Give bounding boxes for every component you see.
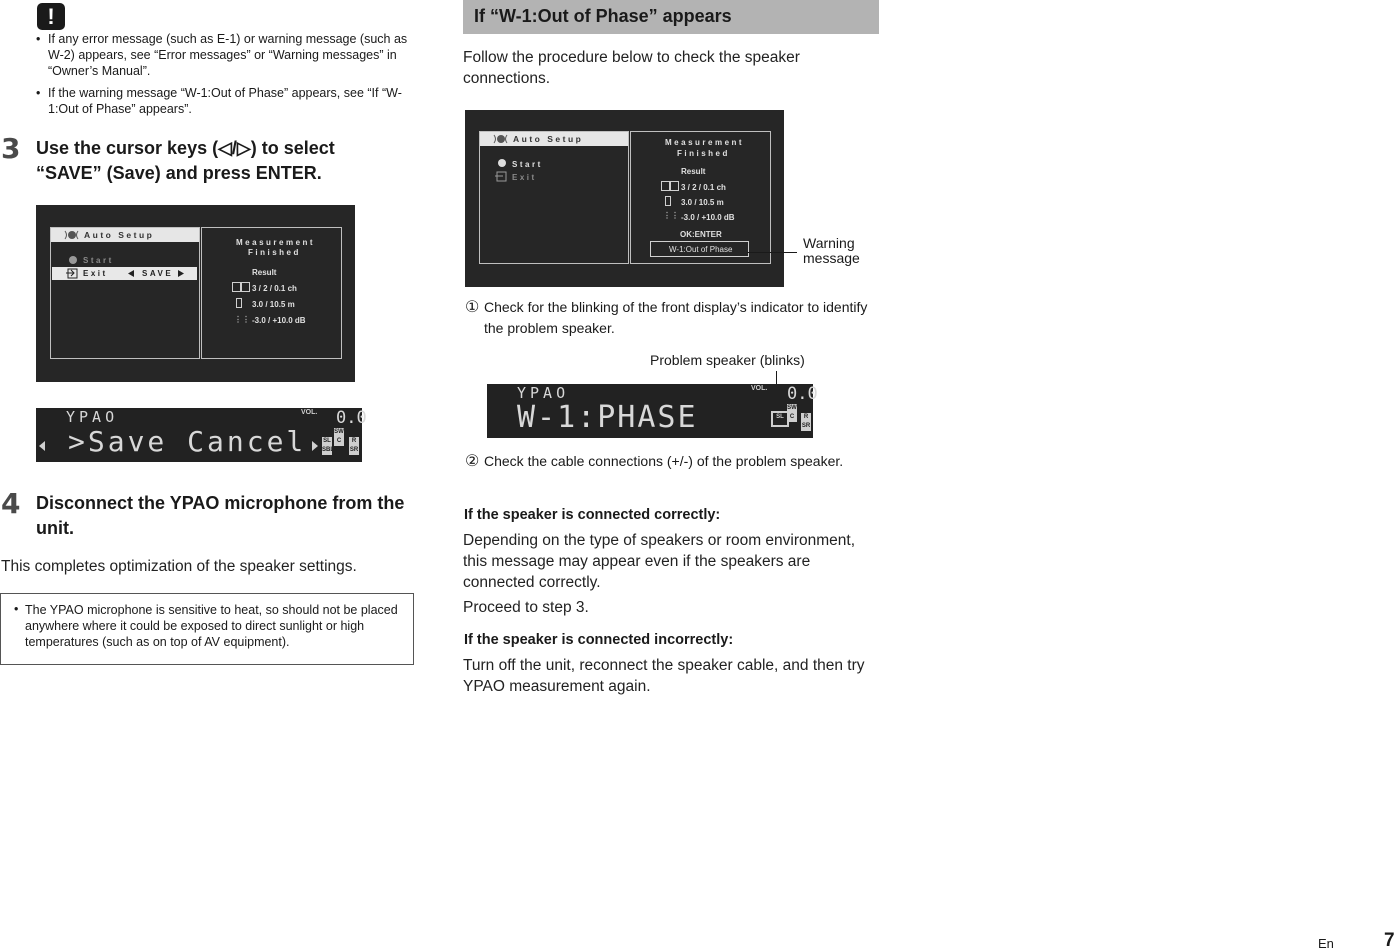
step-3-number: 3 — [1, 132, 21, 165]
speaker-indicator: C — [334, 437, 344, 446]
microphone-icon — [492, 133, 510, 145]
osd-menu-start: Start — [83, 256, 114, 265]
osd-measurement-line2: Finished — [248, 248, 301, 257]
front-display-save-cancel — [36, 408, 367, 462]
speaker-indicator: SW — [334, 429, 344, 435]
arrow-right-icon[interactable] — [178, 270, 184, 277]
warning-callout-line — [747, 252, 797, 253]
item-2-text: Check the cable connections (+/-) of the problem speaker. — [484, 453, 844, 469]
bullet-out-of-phase: • If the warning message “W-1:Out of Phase” appears, see “If “W-1:Out of Phase” appears”. — [36, 85, 416, 117]
osd-result-label: Result — [252, 268, 277, 277]
warning-icon: ! — [37, 3, 65, 30]
speaker-indicator: R — [801, 413, 811, 422]
osd-result-panel — [630, 131, 771, 264]
arrow-left-icon — [39, 441, 45, 451]
item-1-marker: ① — [465, 299, 480, 316]
osd-warning-box — [650, 241, 749, 257]
language-label: En — [1318, 936, 1334, 951]
distance-icon — [236, 298, 242, 308]
osd-measurement-line1: Measurement — [236, 238, 316, 247]
osd-menu-start[interactable]: Start — [512, 160, 543, 169]
step-4-text — [36, 491, 426, 541]
page-number: 7 — [1384, 930, 1395, 951]
speaker-indicator: SR — [801, 423, 811, 429]
speaker-indicator: C — [787, 413, 797, 422]
note-box — [0, 593, 414, 665]
item-2-marker: ② — [465, 453, 480, 470]
osd-level: -3.0 / +10.0 dB — [252, 316, 306, 325]
osd-level: -3.0 / +10.0 dB — [681, 213, 735, 222]
osd-ok-enter: OK:ENTER — [680, 230, 722, 239]
vfd-main-text: W-1:PHASE — [517, 400, 698, 435]
item-1-text: Check for the blinking of the front display’s indicator to identify the problem speaker. — [484, 299, 868, 336]
level-icon: ⋮⋮ — [663, 211, 679, 220]
problem-speaker-label: Problem speaker (blinks) — [650, 352, 805, 368]
exit-icon — [66, 268, 80, 279]
osd-menu-exit: Exit — [83, 269, 108, 278]
warning-bullets — [36, 31, 416, 123]
step-3-text — [36, 136, 335, 186]
osd-save-option[interactable]: SAVE — [142, 269, 174, 278]
microphone-icon — [63, 229, 81, 241]
speaker-icon — [661, 181, 670, 191]
correct-heading: If the speaker is connected correctly: — [464, 507, 721, 523]
osd-menu-exit-row[interactable] — [52, 267, 197, 280]
osd-menu-exit: Exit — [512, 173, 537, 182]
step-4-line2: unit. — [36, 518, 74, 538]
osd-distance: 3.0 / 10.5 m — [252, 300, 295, 309]
vfd-ypao-text: YPAO — [517, 384, 570, 402]
speaker-icon — [232, 282, 241, 292]
step-4-line1: Disconnect the YPAO microphone from the — [36, 493, 405, 513]
vfd-ypao-text: YPAO — [66, 408, 119, 426]
distance-icon — [665, 196, 671, 206]
vfd-vol-label: VOL. — [301, 409, 318, 416]
arrow-left-icon[interactable] — [128, 270, 134, 277]
section-header — [463, 0, 879, 34]
exit-icon — [495, 171, 509, 183]
warning-callout-label — [803, 236, 860, 266]
speaker-indicator: SR — [349, 447, 359, 453]
note-text: The YPAO microphone is sensitive to heat, so should not be placed anywhere where it could be exposed to direct sunlight or high temperatures (such as on top of AV equipment). — [25, 603, 398, 649]
osd-menu-panel — [479, 131, 629, 264]
osd-result-label: Result — [681, 167, 706, 176]
intro-text: Follow the procedure below to check the speaker connections. — [463, 49, 800, 87]
vfd-vol-label: VOL. — [751, 385, 768, 392]
osd-auto-setup-save — [36, 205, 355, 382]
bullet-error-messages: • If any error message (such as E-1) or warning message (such as W-2) appears, see “Error messages” or “Warning messages” in “Owner’s Manual”. — [36, 31, 416, 79]
completion-text: This completes optimization of the speaker settings. — [1, 558, 357, 575]
front-display-phase — [487, 384, 818, 438]
note-bullet: • — [14, 602, 19, 616]
osd-warning-text: W-1:Out of Phase — [669, 245, 733, 254]
osd-result-panel — [201, 227, 342, 359]
speaker-icon — [241, 282, 250, 292]
osd-auto-setup-warning — [465, 110, 784, 287]
step-3-line2: “SAVE” (Save) and press ENTER. — [36, 163, 322, 183]
incorrect-text: Turn off the unit, reconnect the speaker cable, and then try YPAO measurement again. — [463, 657, 865, 695]
speaker-icon — [670, 181, 679, 191]
speaker-indicator: R — [349, 437, 359, 446]
proceed-text: Proceed to step 3. — [463, 599, 589, 616]
osd-channels: 3 / 2 / 0.1 ch — [681, 183, 726, 192]
speaker-indicator: SW — [787, 405, 797, 411]
start-icon — [495, 157, 509, 169]
correct-text: Depending on the type of speakers or room environment, this message may appear even if the speakers are connected correctly. — [463, 532, 856, 591]
problem-speaker-indicator: SL — [771, 411, 789, 427]
speaker-indicator: SL — [323, 438, 331, 444]
warning-callout-line2: message — [803, 250, 860, 266]
osd-title: Auto Setup — [51, 228, 199, 242]
start-icon — [66, 254, 80, 266]
vfd-main-text: >Save Cancel — [68, 425, 307, 458]
osd-distance: 3.0 / 10.5 m — [681, 198, 724, 207]
osd-channels: 3 / 2 / 0.1 ch — [252, 284, 297, 293]
vfd-vol-value: 0.0 — [787, 384, 818, 404]
osd-title: Auto Setup — [480, 132, 628, 146]
osd-measurement-line1: Measurement — [665, 138, 745, 147]
vfd-vol-value: 0.0 — [336, 408, 367, 428]
step-3-line1: Use the cursor keys (◁/▷) to select — [36, 138, 335, 158]
speaker-indicator: SBL — [322, 447, 334, 453]
warning-callout-line1: Warning — [803, 235, 855, 251]
arrow-right-icon — [312, 441, 318, 451]
incorrect-heading: If the speaker is connected incorrectly: — [464, 632, 734, 648]
step-4-number: 4 — [1, 487, 21, 520]
osd-measurement-line2: Finished — [677, 149, 730, 158]
section-title: If “W-1:Out of Phase” appears — [474, 6, 732, 26]
level-icon: ⋮⋮ — [234, 315, 250, 324]
osd-menu-panel — [50, 227, 200, 359]
